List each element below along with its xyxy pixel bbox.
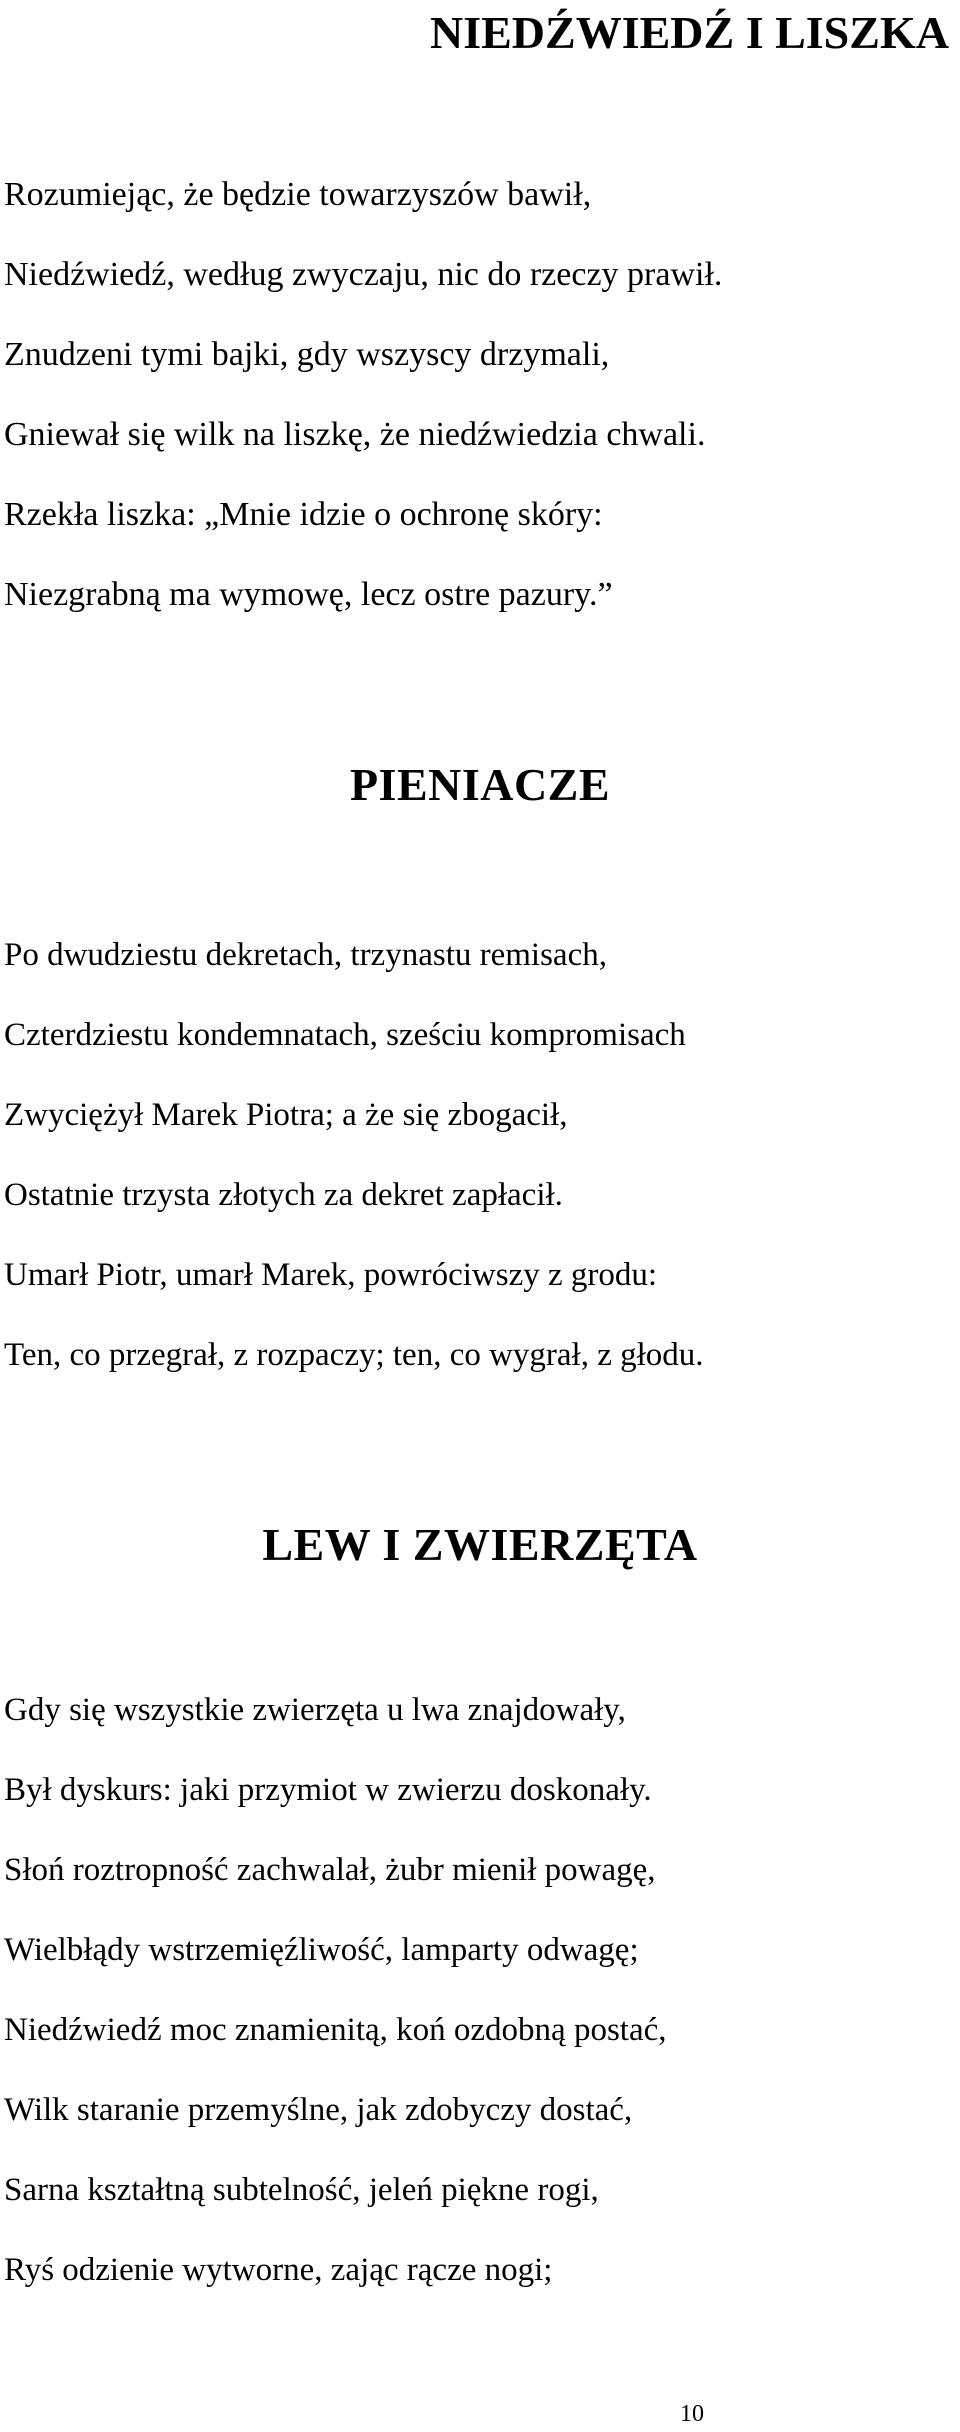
poem-line: Znudzeni tymi bajki, gdy wszyscy drzymali, (4, 336, 610, 373)
poem-title-lew-i-zwierzeta: LEW I ZWIERZĘTA (262, 1519, 698, 1570)
poem-line: Ostatnie trzysta złotych za dekret zapłacił. (4, 1177, 563, 1213)
poem-line: Czterdziestu kondemnatach, sześciu kompromisach (4, 1017, 686, 1053)
poem-stanza-lew-i-zwierzeta (4, 1670, 667, 2310)
poem-line: Był dyskurs: jaki przymiot w zwierzu doskonały. (4, 1772, 652, 1808)
poem-line: Niedźwiedź, według zwyczaju, nic do rzeczy prawił. (4, 256, 723, 293)
poem-title-niedzwiedz-i-liszka: NIEDŹWIEDŹ I LISZKA (430, 7, 949, 58)
poem-line: Ten, co przegrał, z rozpaczy; ten, co wygrał, z głodu. (4, 1337, 704, 1373)
poem-line: Wilk staranie przemyślne, jak zdobyczy dostać, (4, 2092, 633, 2128)
poem-line: Zwyciężył Marek Piotra; a że się zbogacił, (4, 1097, 568, 1133)
poem-line: Umarł Piotr, umarł Marek, powróciwszy z grodu: (4, 1257, 658, 1293)
page-number: 10 (680, 2401, 704, 2427)
poem-line: Sarna kształtną subtelność, jeleń piękne rogi, (4, 2172, 599, 2208)
poem-line: Rzekła liszka: „Mnie idzie o ochronę skóry: (4, 496, 603, 533)
poem-stanza-niedzwiedz-i-liszka (4, 155, 722, 635)
poem-line: Niedźwiedź moc znamienitą, koń ozdobną postać, (4, 2012, 667, 2048)
poem-line: Wielbłądy wstrzemięźliwość, lamparty odwagę; (4, 1932, 639, 1968)
poem-title-pieniacze: PIENIACZE (349, 759, 611, 810)
poem-line: Gdy się wszystkie zwierzęta u lwa znajdowały, (4, 1692, 626, 1728)
poem-line: Po dwudziestu dekretach, trzynastu remisach, (4, 937, 607, 973)
poem-line: Ryś odzienie wytworne, zając rącze nogi; (4, 2252, 553, 2288)
poem-line: Niezgrabną ma wymowę, lecz ostre pazury.” (4, 576, 613, 613)
poem-line: Gniewał się wilk na liszkę, że niedźwiedzia chwali. (4, 416, 706, 453)
poem-line: Rozumiejąc, że będzie towarzyszów bawił, (4, 176, 592, 213)
poem-stanza-pieniacze (4, 915, 704, 1395)
poem-line: Słoń roztropność zachwalał, żubr mienił powagę, (4, 1852, 656, 1888)
